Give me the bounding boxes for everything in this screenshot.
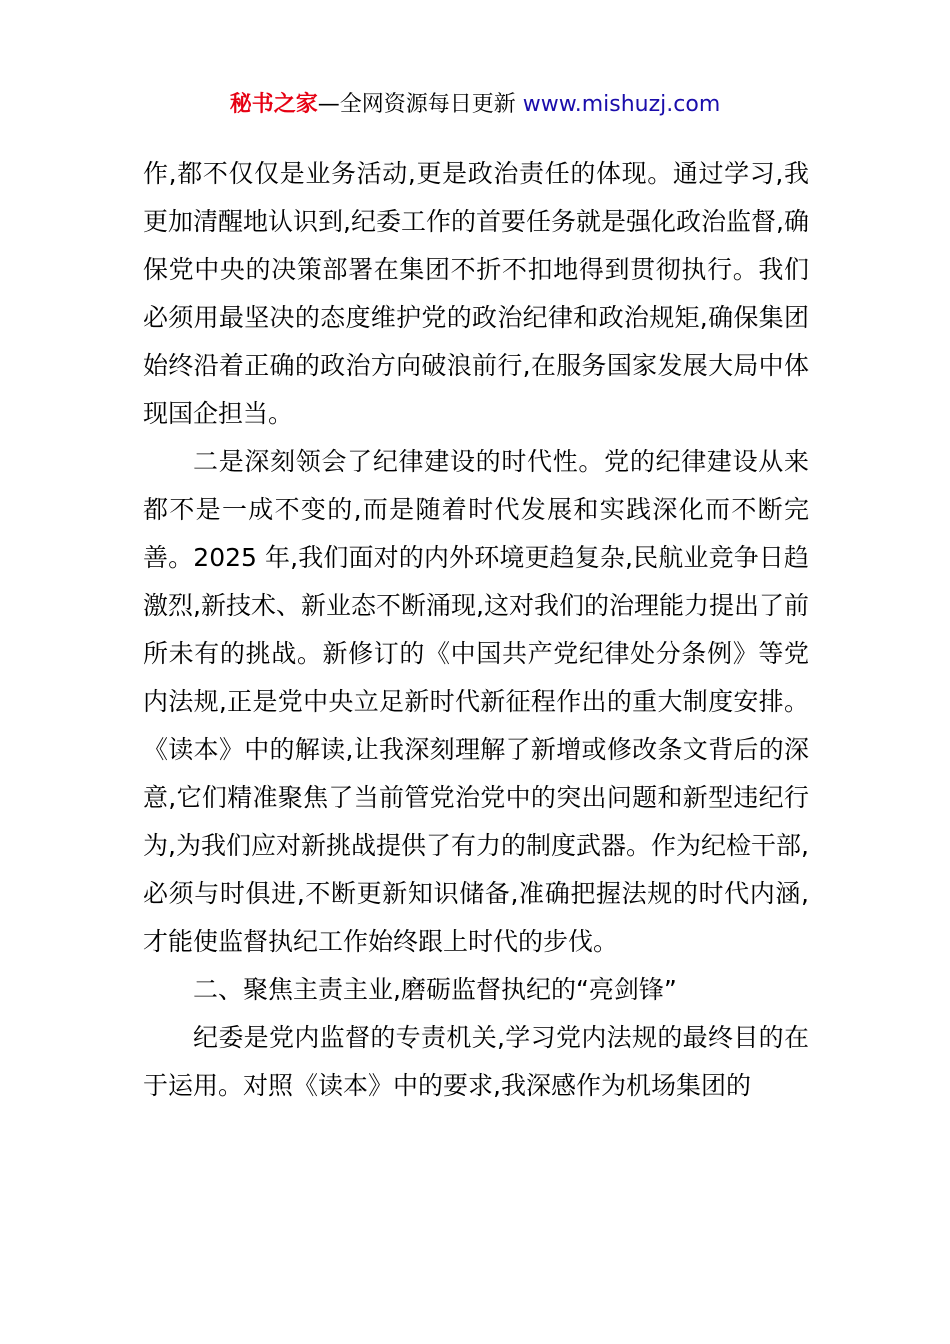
paragraph: 作,都不仅仅是业务活动,更是政治责任的体现。通过学习,我更加清醒地认识到,纪委工作的首要任务就是强化政治监督,确保党中央的决策部署在集团不折不扣地得到贯彻执行。我们必须用最坚决的态度维护党的政治纪律和政治规矩,确保集团始终沿着正确的政治方向破浪前行,在服务国家发展大局中体现国企担当。 [143, 159, 809, 428]
paragraph: 二是深刻领会了纪律建设的时代性。党的纪律建设从来都不是一成不变的,而是随着时代发展和实践深化而不断完善。2025 年,我们面对的内外环境更趋复杂,民航业竞争日趋激烈,新技术、新业态不断涌现,这对我们的治理能力提出了前所未有的挑战。新修订的《中国共产党纪律处分条例》等党内法规,正是党中央立足新时代新征程作出的重大制度安排。《读本》中的解读,让我深刻理解了新增或修改条文背后的深意,它们精准聚焦了当前管党治党中的突出问题和新型违纪行为,为我们应对新挑战提供了有力的制度武器。作为纪检干部,必须与时俱进,不断更新知识储备,准确把握法规的时代内涵,才能使监督执纪工作始终跟上时代的步伐。 [143, 447, 809, 956]
section-heading: 二、聚焦主责主业,磨砺监督执纪的“亮剑锋” [193, 975, 677, 1004]
page-header [0, 90, 950, 120]
site-tagline: —全网资源每日更新 [317, 92, 516, 117]
site-brand: 秘书之家 [229, 92, 318, 117]
site-url-link[interactable]: www.mishuzj.com [522, 92, 721, 117]
paragraph: 纪委是党内监督的专责机关,学习党内法规的最终目的在于运用。对照《读本》中的要求,我深感作为机场集团的 [143, 1023, 809, 1100]
document-body [143, 150, 809, 1110]
